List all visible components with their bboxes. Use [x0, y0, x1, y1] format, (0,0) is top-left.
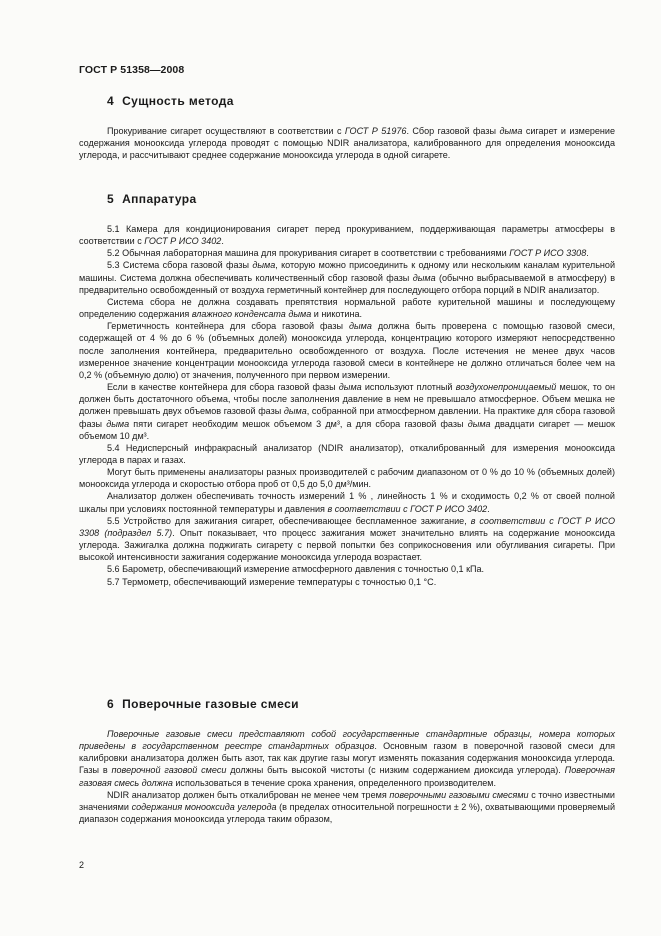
paragraph: Анализатор должен обеспечивать точность измерений 1 % , линейность 1 % и сходимость 0,2 % от своей полной шкалы при условиях постоянной температуры и давления в соответствии с ГОСТ Р ИСО 3402. [79, 491, 615, 514]
paragraph: Если в качестве контейнера для сбора газовой фазы дыма используют плотный воздухонепроницаемый мешок, то он должен быть достаточного объема, чтобы после заполнения давление в нем не превышало атмосферное. Объем мешка не должен превышать двух объемов газовой фазы дыма, собранной при атмосферном давлении. На практике для сбора газовой фазы дыма пяти сигарет необходим мешок объемом 3 дм³, а для сбора газовой фазы дыма двадцати сигарет — мешок объемом 10 дм³. [79, 382, 616, 441]
paragraph: 5.6 Барометр, обеспечивающий измерение атмосферного давления с точностью 0,1 кПа. [107, 564, 485, 575]
section-6-heading [107, 697, 299, 711]
paragraph: 5.4 Недисперсный инфракрасный анализатор (NDIR анализатор), откалиброванный для измерения монооксида углерода в парах и газах. [79, 442, 615, 465]
page-number: 2 [79, 860, 85, 870]
section-title: Сущность метода [122, 94, 234, 108]
paragraph: 5.3 Система сбора газовой фазы дыма, которую можно присоединить к одному или нескольким каналам курительной машины. Система должна обеспечивать количественный сбор газовой фазы дыма (обычно выбрасываемой в атмосферу) в предварительно освобожденный от воздуха герметичный контейнер для последующего отбора порций в NDIR анализатор. [79, 260, 616, 295]
paragraph: 5.7 Термометр, обеспечивающий измерение температуры с точностью 0,1 °С. [107, 576, 437, 587]
paragraph: 5.1 Камера для кондиционирования сигарет перед прокуриванием, поддерживающая параметры атмосферы в соответствии с ГОСТ Р ИСО 3402. [79, 224, 615, 247]
paragraph: 5.5 Устройство для зажигания сигарет, обеспечивающее беспламенное зажигание, в соответствии с ГОСТ Р ИСО 3308 (подраздел 5.7). Опыт показывает, что процесс зажигания может значительно влиять на содержание монооксида углерода. Зажигалка должна поджигать сигарету с первой попытки без соприкосновения или обугливания сигареты. При высокой интенсивности зажигания содержание монооксида углерода возрастает. [79, 515, 615, 563]
paragraph: Прокуривание сигарет осуществляют в соответствии с ГОСТ Р 51976. Сбор газовой фазы дыма сигарет и измерение содержания монооксида углерода проводят с помощью NDIR анализатора, калиброванного для определения монооксида углерода, и рассчитывают среднее содержание монооксида углерода в одной сигарете. [79, 126, 615, 161]
section-title: Поверочные газовые смеси [122, 697, 299, 711]
section-6-body [79, 728, 615, 825]
paragraph: Система сбора не должна создавать препятствия нормальной работе курительной машины и последующему определению содержания влажного конденсата дыма и никотина. [79, 296, 615, 320]
section-title: Аппаратура [122, 192, 197, 206]
paragraph: Поверочные газовые смеси представляют собой государственные стандартные образцы, номера которых приведены в государственном реестре стандартных образцов. Основным газом в поверочной газовой смеси для калибровки анализатора должен быть азот, так как другие газы могут изменять показания содержания монооксида углерода. Газы в поверочной газовой смеси должны быть высокой чистоты (с низким содержанием диоксида углерода). Поверочная газовая смесь должна использоваться в течение срока хранения, определенного производителем. [79, 729, 616, 788]
paragraph: NDIR анализатор должен быть откалиброван не менее чем тремя поверочными газовыми смесями с точно известными значениями содержания монооксида углерода (в пределах относительной погрешности ± 2 %), охватывающими проверяемый диапазон содержания монооксида углерода таким образом, [79, 789, 615, 825]
paragraph: Могут быть применены анализаторы разных производителей с рабочим диапазоном от 0 % до 10 % (объемных долей) монооксида углерода и скоростью отбора проб от 0,5 до 5,0 дм³/мин. [79, 467, 615, 490]
section-4-body [79, 125, 615, 161]
section-4-heading [107, 94, 234, 108]
section-number: 6 [107, 697, 115, 711]
paragraph: Герметичность контейнера для сбора газовой фазы дыма должна быть проверена с помощью газовой смеси, содержащей от 4 % до 6 % (объемных долей) монооксида углерода, концентрацию которого измеряют непосредственно после заполнения контейнера, предварительно освобожденного от воздуха. После истечения не менее двух часов измеренное значение концентрации монооксида углерода газовой смеси в контейнере не должно отличаться более чем на 0,2 % (объемную долю) от значения, полученного при первом измерении. [79, 321, 615, 380]
section-number: 5 [107, 192, 115, 206]
document-id: ГОСТ Р 51358—2008 [79, 64, 185, 76]
paragraph: 5.2 Обычная лабораторная машина для прокуривания сигарет в соответствии с требованиями ГОСТ Р ИСО 3308. [107, 248, 589, 259]
section-number: 4 [107, 94, 115, 108]
section-5-heading [107, 192, 197, 206]
section-5-body [79, 223, 615, 588]
